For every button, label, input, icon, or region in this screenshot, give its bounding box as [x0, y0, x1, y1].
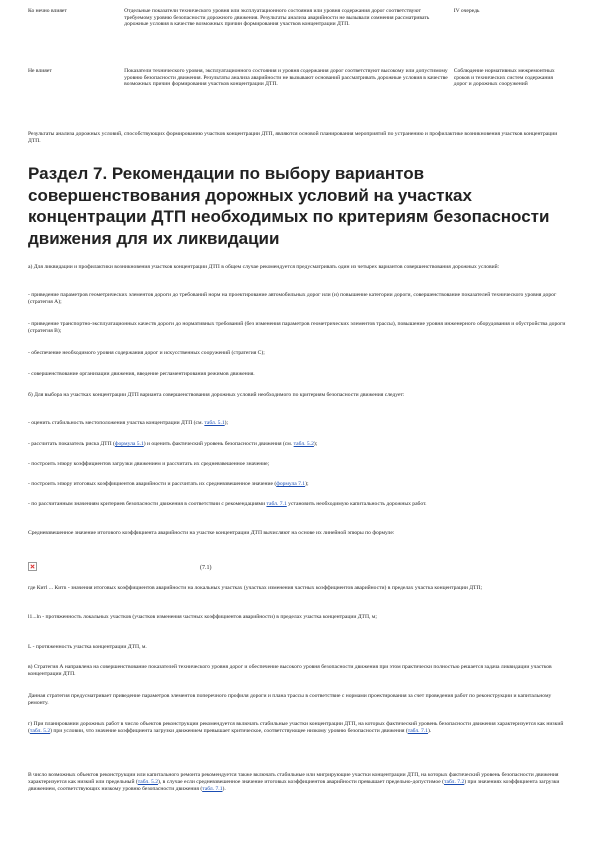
description-cell: Отдельные показатели технического уровня или эксплуатационного состояния или уровня содержания дорог соответствуют требуемому уровню безопасности дорожного движения. Результаты анализа аварийности не вызывали сомнения рассматривать дорожные условия в качестве возможных причин формирования участков концентрации ДТП.: [124, 8, 430, 28]
description-cell: Показатели технического уровня, эксплуатационного состояния и уровня содержания дорог соответствуют высокому или допустимому уровню безопасности движения. Результаты анализа аварийности не вызывают оснований рассматривать дорожные условия в качестве возможных причин формирования участков концентрации ДТП.: [124, 68, 448, 88]
paragraph-b: б) Для выбора на участках концентрации ДТП варианта совершенствования дорожных условий необходимого по критериям безопасности движения следует:: [28, 392, 405, 398]
formula-image-icon: [28, 562, 37, 571]
influence-cell: Не влияет: [28, 68, 52, 74]
table-row: [28, 68, 568, 126]
priority-cell: IV очередь: [453, 8, 480, 14]
table-7-1-link[interactable]: табл. 7.1: [202, 786, 223, 793]
formula-7-1-link[interactable]: формула 7.1: [276, 481, 306, 487]
traffic-organization-item: - совершенствование организации движения, введение регламентирования режимов движения.: [28, 371, 255, 377]
step-capital-works: - по рассчитанным значениям критериев безопасности движения в соответствии с рекомендациями табл. 7.1 установить необходимую капитальность дорожных работ.: [28, 501, 427, 507]
step-stability: - оценить стабильность местоположения участка концентрации ДТП (см. табл. 5.1);: [28, 420, 229, 426]
formula-intro: Средневзвешенное значение итогового коэффициента аварийности на участке концентрации ДТП вычисляют на основе их линейной эпюры по формуле:: [28, 530, 395, 536]
section-title: Раздел 7. Рекомендации по выбору вариантов совершенствования дорожных условий на участках концентрации ДТП необходимых по критериям безопасности движения для их ликвидации: [28, 164, 550, 248]
table-7-1-link[interactable]: табл. 7.1: [266, 501, 287, 507]
strategy-c-item: - обеспечение необходимого уровня содержания дорог и искусственных сооружений (стратегия С);: [28, 350, 265, 356]
formula-l-definition: L - протяженность участка концентрации ДТП, м.: [28, 644, 147, 650]
table-5-2-link[interactable]: табл. 5.2: [137, 779, 158, 786]
step-risk: - рассчитать показатель риска ДТП (формула 5.1) и оценить фактический уровень безопасности движения (см. табл. 5.2);: [28, 441, 318, 447]
table-7-1-link[interactable]: табл. 7.1: [407, 728, 428, 735]
table-7-2-link[interactable]: табл. 7.2: [443, 779, 465, 786]
strategy-b-item: - приведение транспортно-эксплуатационных качеств дороги до нормативных требований (без изменения параметров геометрических элементов трассы), повышение уровня инженерного оборудования и обустройства дороги (стратегия В);: [28, 321, 566, 335]
table-5-2-link[interactable]: табл. 5.2: [29, 728, 51, 735]
table-5-2-link[interactable]: табл. 5.2: [293, 441, 314, 447]
road-conditions-table: [28, 8, 568, 126]
paragraph-v2: Данная стратегия предусматривает приведение параметров элементов поперечного профиля дороги и плана трассы в соответствие с нормами проектирования за счет проведения работ по реконструкции и капитальному ремонту.: [28, 693, 552, 707]
priority-cell: Соблюдение нормативных межремонтных сроков и технических систем содержания дорог и дорожных сооружений: [453, 68, 555, 88]
paragraph-objects: В число возможных объектов реконструкции или капитального ремонта рекомендуется также включать стабильные или мигрирующие участки концентрации ДТП, на которых фактический уровень безопасности движения характеризуется как низкий или предельный (табл. 5.2), в случае если средневзвешенное значение итоговых коэффициентов аварийности превышает предельно-допустимое (табл. 7.2) при значениях коэффициента загрузки движением, соответствующих низкому уровню безопасности движения (табл. 7.1).: [28, 772, 560, 793]
table-5-1-link[interactable]: табл. 5.1: [204, 420, 225, 426]
paragraph-a: а) Для ликвидации и профилактики возникновения участков концентрации ДТП в общем случае рекомендуется предусматривать один из четырех вариантов совершенствования дорожных условий:: [28, 264, 500, 270]
formula-5-1-link[interactable]: формула 5.1: [114, 441, 144, 447]
strategy-a-item: - приведение параметров геометрических элементов дороги до требований норм на проектирование автомобильных дорог или (и) повышение категории дороги, совершенствование показателей технического уровня дорог (стратегия А);: [28, 292, 557, 306]
paragraph-v: в) Стратегия А направлена на совершенствование показателей технического уровня дорог и обеспечение высокого уровня безопасности движения при этом практически полностью решается задача ликвидации участков концентрации ДТП.: [28, 664, 552, 678]
step-accident-diagram: - построить эпюру итоговых коэффициентов аварийности и рассчитать их средневзвешенное значение (формула 7.1);: [28, 481, 309, 487]
formula-li-definition: l1...ln - протяженность локальных участков (участков изменения частных коэффициентов аварийности) в пределах участка концентрации ДТП, м;: [28, 614, 377, 620]
influence-cell: Ко нечно влияет: [28, 8, 67, 14]
formula-where: где Китl ... Китn - значения итоговых коэффициентов аварийности на локальных участках (участках изменения частных коэффициентов аварийности) в пределах участка концентрации ДТП;: [28, 585, 483, 591]
paragraph-g: г) При планировании дорожных работ в число объектов реконструкции рекомендуется включать стабильные участки концентрации ДТП, на которых фактический уровень безопасности движения характеризуется как низкий (табл. 5.2) при условии, что значение коэффициента загрузки движением превышает критическое, соответствующее низкому уровню безопасности движения (табл. 7.1).: [28, 721, 564, 735]
table-row: [28, 8, 568, 68]
step-load-diagram: - построить эпюру коэффициентов загрузки движением и рассчитать их средневзвешенное значение;: [28, 461, 270, 467]
intro-paragraph: Результаты анализа дорожных условий, способствующих формированию участков концентрации ДТП, являются основой планирования мероприятий по устранению и профилактике возникновения участков концентрации ДТП.: [28, 131, 558, 145]
formula-number: (7.1): [200, 565, 212, 571]
